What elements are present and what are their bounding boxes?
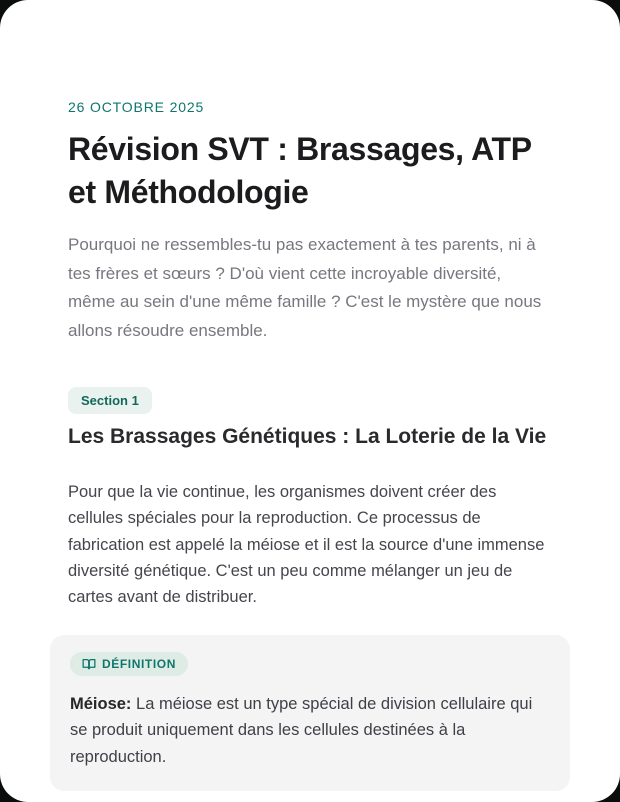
definition-callout — [50, 635, 570, 791]
section-badge-row — [68, 387, 552, 414]
section-number-badge: Section 1 — [68, 387, 152, 414]
definition-body: La méiose est un type spécial de division cellulaire qui se produit uniquement dans les cellules destinées à la reproduction. — [70, 694, 533, 767]
definition-term: Méiose: — [70, 694, 132, 713]
definition-badge-label: DÉFINITION — [102, 656, 176, 671]
definition-badge — [70, 652, 188, 676]
article-intro: Pourquoi ne ressembles-tu pas exactement à tes parents, ni à tes frères et sœurs ? D'où vient cette incroyable diversité, même au sein d'une même famille ? C'est le mystère que nous allons résoudre ensemble. — [68, 235, 542, 340]
article-date: 26 OCTOBRE 2025 — [68, 99, 205, 115]
section-body-paragraph: Pour que la vie continue, les organismes doivent créer des cellules spéciales pour la reproduction. Ce processus de fabrication est appelé la méiose et il est la source d'une immense diversité génétique. C'est un peu comme mélanger un jeu de cartes avant de distribuer. — [68, 482, 545, 607]
open-book-icon — [82, 657, 96, 671]
definition-text — [70, 691, 550, 771]
section-heading: Les Brassages Génétiques : La Loterie de la Vie — [68, 425, 547, 449]
page-title: Révision SVT : Brassages, ATP et Méthodologie — [68, 131, 532, 210]
